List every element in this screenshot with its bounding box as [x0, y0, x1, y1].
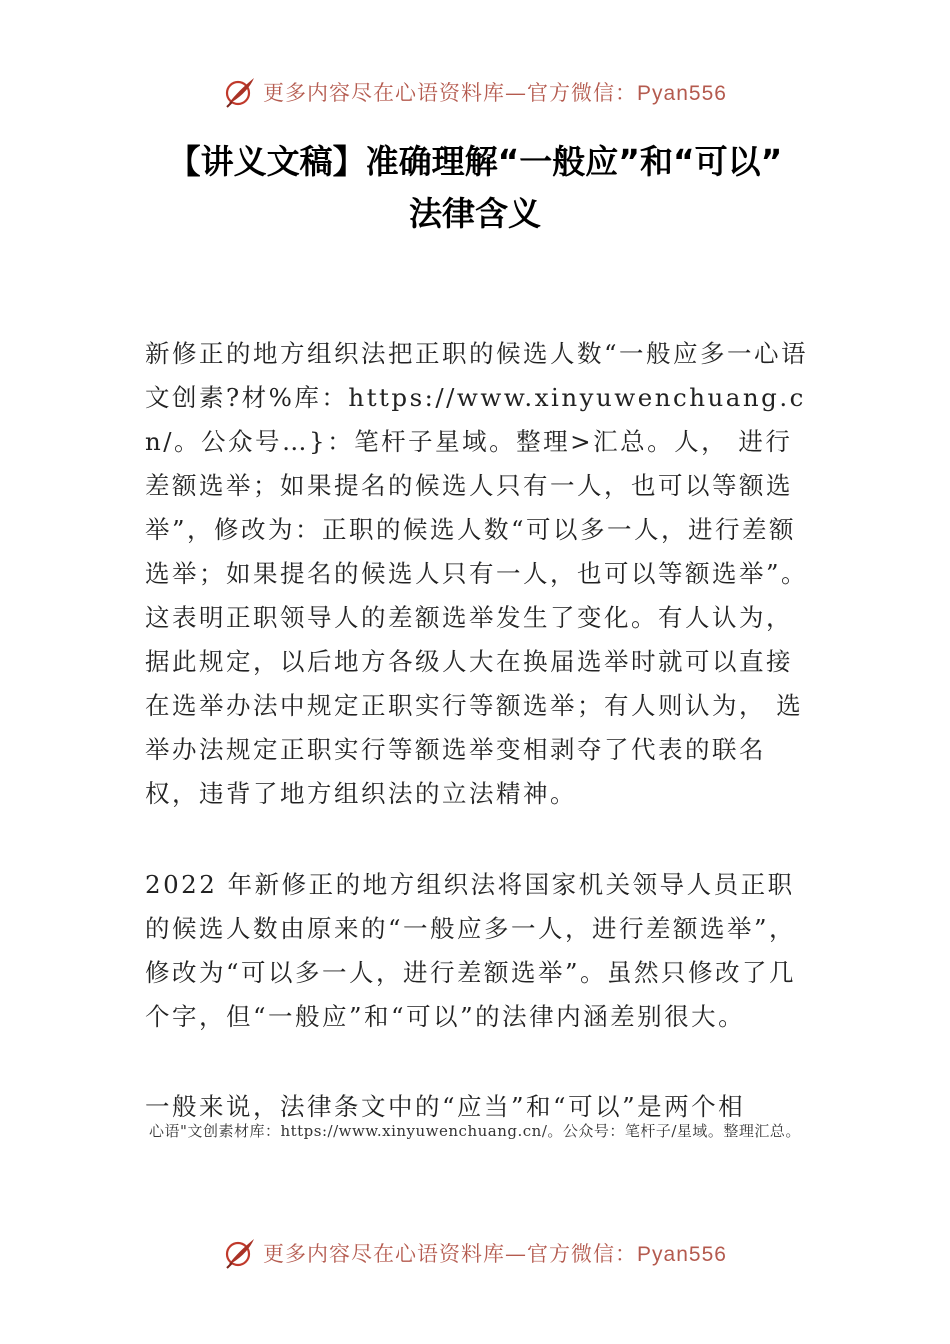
quill-logo-icon: [223, 75, 257, 109]
wechat-id: Pyan556: [637, 82, 727, 105]
header-banner: [0, 70, 950, 114]
title-line-1: 【讲义文稿】准确理解“一般应”和“可以”: [167, 142, 783, 181]
title-line-2: 法律含义: [409, 194, 541, 233]
source-footnote: 心语"文创素材库：https://www.xinyuwenchuang.cn/。公众号：笔杆子/星域。整理汇总。: [149, 1122, 801, 1140]
quill-logo-icon: [223, 1236, 257, 1270]
paragraph-3: 一般来说，法律条文中的“应当”和“可以”是两个相: [145, 1092, 746, 1121]
page-title: [100, 136, 850, 240]
banner-text: 更多内容尽在心语资料库—官方微信：Pyan556: [263, 1242, 727, 1266]
footer-banner: [0, 1231, 950, 1275]
paragraph-1: 新修正的地方组织法把正职的候选人数“一般应多一心语文创素?材%库：https://www.xinyuwenchuang.cn/。公众号…}：笔杆子星域。整理>汇总。人， 进行差额选举；如果提名的候选人只有一人，也可以等额选举”，修改为：正职的候选人数“可以多一人，进行差额选举；如果提名的候选人只有一人，也可以等额选举”。这表明正职领导人的差额选举发生了变化。有人认为，据此规定，以后地方各级人大在换届选举时就可以直接在选举办法中规定正职实行等额选举；有人则认为， 选举办法规定正职实行等额选举变相剥夺了代表的联名权，违背了地方组织法的立法精神。: [145, 339, 809, 808]
banner-text: 更多内容尽在心语资料库—官方微信：Pyan556: [263, 81, 727, 105]
wechat-id: Pyan556: [637, 1243, 727, 1266]
paragraph-2: 2022 年新修正的地方组织法将国家机关领导人员正职的候选人数由原来的“一般应多一人，进行差额选举”，修改为“可以多一人，进行差额选举”。虽然只修改了几个字，但“一般应”和“可以”的法律内涵差别很大。: [145, 870, 797, 1031]
